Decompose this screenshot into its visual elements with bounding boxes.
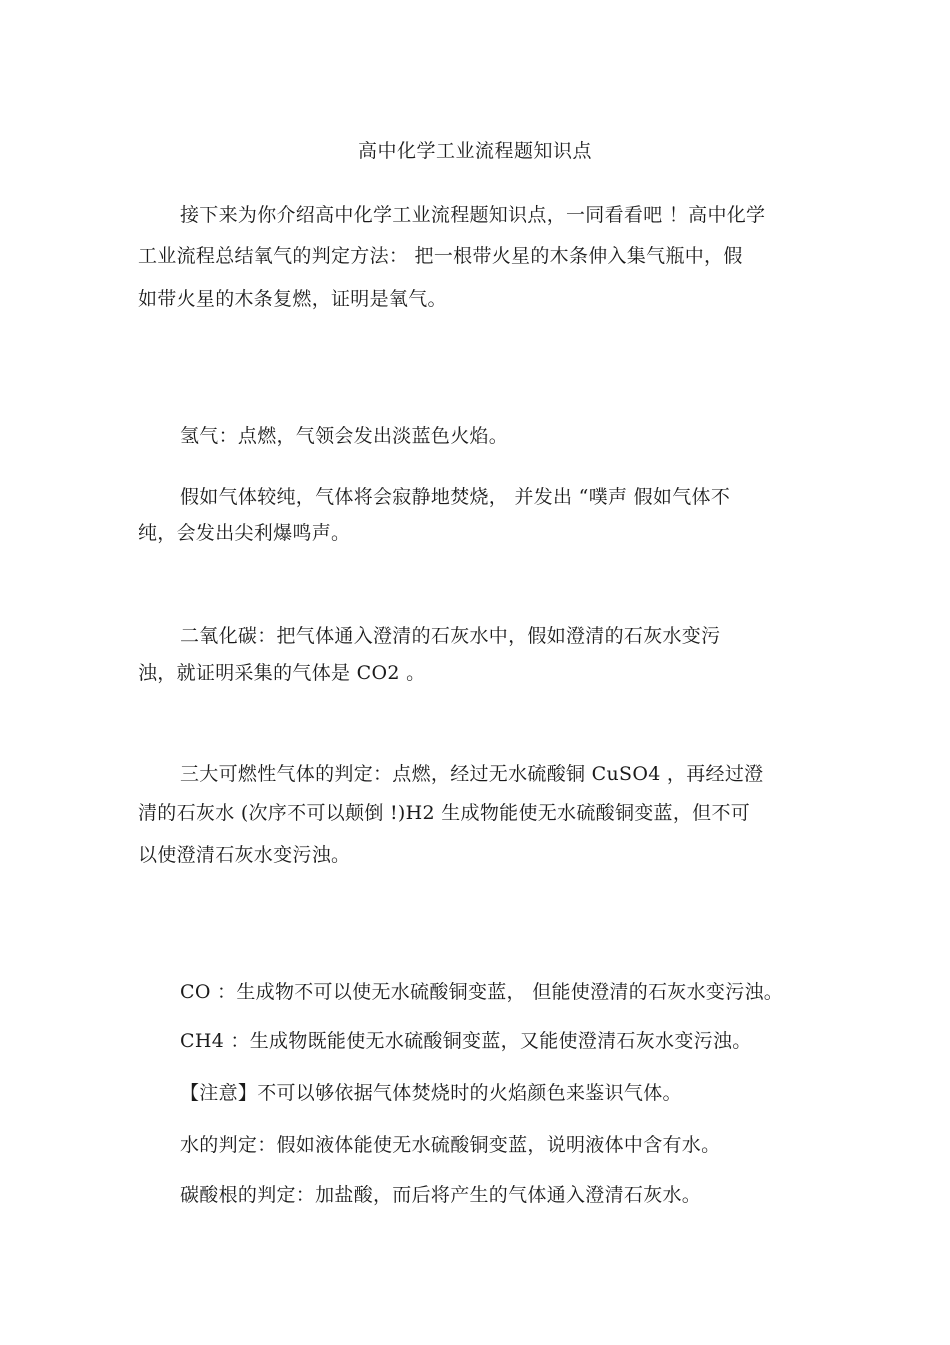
paragraph-line: 清的石灰水 (次序不可以颠倒 !)H2 生成物能使无水硫酸铜变蓝，但不可 [138, 802, 751, 824]
paragraph-line: 假如气体较纯，气体将会寂静地焚烧， 并发出 “噗声 假如气体不 [180, 486, 731, 508]
paragraph-line: 碳酸根的判定：加盐酸，而后将产生的气体通入澄清石灰水。 [180, 1184, 702, 1206]
paragraph-line: 二氧化碳：把气体通入澄清的石灰水中，假如澄清的石灰水变污 [180, 625, 721, 647]
paragraph-line: 三大可燃性气体的判定：点燃，经过无水硫酸铜 CuSO4 ，再经过澄 [180, 763, 764, 785]
paragraph-line: CH4 ：生成物既能使无水硫酸铜变蓝，又能使澄清石灰水变污浊。 [180, 1030, 752, 1052]
document-title: 高中化学工业流程题知识点 [357, 140, 592, 162]
paragraph-line: 水的判定：假如液体能使无水硫酸铜变蓝，说明液体中含有水。 [180, 1134, 721, 1156]
paragraph-line: 氢气：点燃，气领会发出淡蓝色火焰。 [180, 425, 509, 447]
paragraph-line: 工业流程总结氧气的判定方法： 把一根带火星的木条伸入集气瓶中，假 [138, 245, 743, 267]
paragraph-line: 接下来为你介绍高中化学工业流程题知识点，一同看看吧 ！高中化学 [180, 204, 766, 226]
paragraph-line: 浊，就证明采集的气体是 CO2 。 [138, 662, 426, 684]
paragraph-line: 如带火星的木条复燃，证明是氧气。 [138, 288, 447, 310]
paragraph-line: 以使澄清石灰水变污浊。 [138, 844, 351, 866]
paragraph-line: CO ：生成物不可以使无水硫酸铜变蓝， 但能使澄清的石灰水变污浊。 [180, 981, 784, 1003]
paragraph-line: 【注意】不可以够依据气体焚烧时的火焰颜色来鉴识气体。 [180, 1082, 682, 1104]
paragraph-line: 纯，会发出尖利爆鸣声。 [138, 522, 351, 544]
